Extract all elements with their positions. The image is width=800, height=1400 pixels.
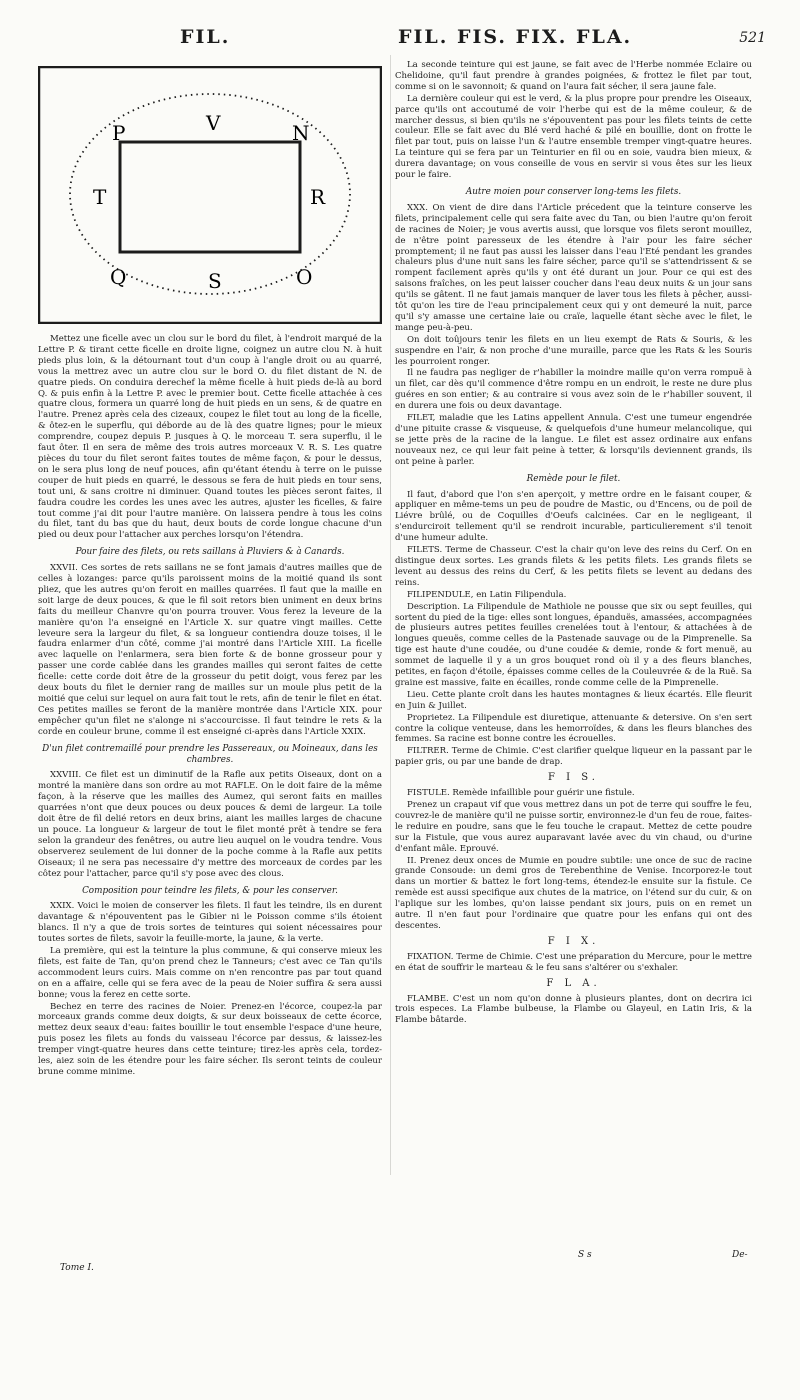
right-section-heading: F L A. (546, 977, 601, 989)
right-paragraph: Prenez un crapaut vif que vous mettrez dans un pot de terre qui souffre le feu, couvrez-le de manière qu'il ne puisse sortir, environnez-le d'un feu de roue, faites-le reduire en poudre, sans que le feu touche le crapaut. Mettez de cette poudre sur la Fistule, que vous aurez auparavant lavée avec du vin chaud, ou d'urine d'enfant mâle. Eprouvé. (395, 800, 752, 854)
letter-o: O (296, 265, 313, 289)
catchword: De- (732, 1250, 748, 1260)
column-divider (390, 55, 391, 1175)
cut-rectangle (120, 142, 300, 252)
right-section-heading: F I S. (548, 772, 599, 784)
right-paragraph: La dernière couleur qui est le verd, & la plus propre pour prendre les Oiseaux, parce qu'ils ont accoutumé de voir l'herbe qui est de la même couleur, & de marcher dessus, si bien qu'ils ne s'épouventent pas pour les filets teints de cette couleur. Elle se fait avec du Blé verd haché & pilé en bouillie, dont on frotte le filet par tout, puis on laisse l'un & l'autre ensemble tremper vingt-quatre heures. La teinture qui se fera par un Teinturier en fil ou en soie, vaudra bien mieux, & durera davantage; on vous conseille de vous en servir si vous êtes sur les lieux pour le faire. (395, 93, 752, 181)
right-paragraph: Description. La Filipendule de Mathiole ne pousse que six ou sept feuilles, qui sortent du pied de la tige: elles sont longues, épanduës, amassées, accompagnées de plusieurs autres petites feuilles crenelées tout à l'entour, & attachées à de longues queuës, comme celles de la Pastenade sauvage ou de la Pimprenelle. Sa tige est haute d'une coudée, ou d'une coudée & demie, ronde & fort menuë, au sommet de laquelle il y a un gros bouquet rond où il y a des fleurs blanches, petites, en façon d'étoile, épaisses comme celles de la Couleuvrée & de la Ruë. Sa graine est massive, faite en écailles, ronde comme celle de la Pimprenelle. (395, 601, 752, 688)
page-number: 521 (739, 30, 766, 46)
net-diagram-figure (38, 66, 382, 324)
letter-s: S (208, 269, 222, 293)
right-subheading: Remède pour le filet. (526, 473, 621, 484)
right-paragraph: FILETS. Terme de Chasseur. C'est la chair qu'on leve des reins du Cerf. On en distingue deux sortes. Les grands filets & les petits filets. Les grands filets se levent au dessus des reins du Cerf, & les petits filets se levent au dedans des reins. (395, 545, 752, 588)
right-paragraph: FISTULE. Remède infaillible pour guérir une fistule. (407, 788, 635, 799)
right-paragraph: La seconde teinture qui est jaune, se fait avec de l'Herbe nommée Eclaire ou Chelidoine, qu'il faut prendre à grandes poignées, & frottez le filet par tout, comme si on le savonnoit; & quand on l'aura fait sécher, il sera jaune fale. (395, 60, 752, 92)
right-paragraph: FILIPENDULE, en Latin Filipendula. (407, 589, 567, 600)
right-paragraph: Il ne faudra pas negliger de r'habiller la moindre maille qu'on verra rompuë à un filet, car dès qu'il commence d'être rompu en un endroit, le reste ne dure plus guéres en son entier; & au contraire si vous avez soin de le r'habiller souvent, il en durera une fois ou deux davantage. (395, 368, 752, 412)
right-column-text (395, 60, 752, 1027)
letter-n: N (292, 121, 310, 145)
right-section-heading: F I X. (547, 935, 600, 947)
right-paragraph: On doit toûjours tenir les filets en un lieu exempt de Rats & Souris, & les suspendre en l'air, & non proche d'une muraille, parce que les Rats & les Souris les pourroient ronger. (395, 334, 752, 367)
running-header-right: FIL. FIS. FIX. FLA. (398, 26, 633, 48)
right-paragraph: FILTRER. Terme de Chimie. C'est clarifier quelque liqueur en la passant par le papier gris, ou par une bande de drap. (395, 746, 752, 768)
right-paragraph: Proprietez. La Filipendule est diuretique, attenuante & detersive. On s'en sert contre la colique venteuse, dans les hemorroïdes, & dans les fleurs blanches des femmes. Sa racine est bonne contre les écrouelles. (395, 712, 752, 745)
volume-label: Tome I. (60, 1263, 94, 1273)
left-paragraph: XXIX. Voici le moien de conserver les filets. Il faut les teindre, ils en durent davantage & n'épouventent pas le Gibier ni le Poisson comme s'ils étoient blancs. Il n'y a que de trois sortes de teintures qui soient nécessaires pour toutes sortes de filets, savoir la feuille-morte, la jaune, & la verte. (38, 901, 382, 945)
letter-q: Q (110, 265, 127, 289)
left-paragraph: Bechez en terre des racines de Noier. Prenez-en l'écorce, coupez-la par morceaux grands comme deux doigts, & sur deux boisseaux de cette écorce, mettez deux seaux d'eau: faites bouillir le tout ensemble l'espace d'une heure, puis posez les filets au fonds du vaisseau l'écorce par dessus, & laissez-les tremper vingt-quatre heures dans cette teinture; tirez-les après cela, tordez-les, aiez soin de les étendre pour les faire sécher. Ils seront teints de couleur brune comme minime. (38, 1001, 382, 1077)
right-paragraph: Il faut, d'abord que l'on s'en aperçoit, y mettre ordre en le faisant couper, & appliquer en même-tems un peu de poudre de Mastic, ou d'Encens, ou de poil de Liévre brûlé, ou de Coquilles d'Oeufs calcinées. Car en le negligeant, il s'endurciroit tellement qu'il se rendroit incurable, particulierement s'il tenoit d'une humeur adulte. (395, 489, 752, 544)
right-paragraph: FLAMBE. C'est un nom qu'on donne à plusieurs plantes, dont on decrira ici trois especes. La Flambe bulbeuse, la Flambe ou Glayeul, en Latin Iris, & la Flambe bâtarde. (395, 993, 752, 1026)
running-header-left: FIL. (180, 26, 231, 48)
left-subheading: D'un filet contremaillé pour prendre les Passereaux, ou Moineaux, dans les chambres. (42, 743, 378, 765)
letter-v: V (206, 111, 221, 135)
letter-p: P (112, 121, 126, 145)
right-subheading: Autre moien pour conserver long-tems les filets. (465, 186, 682, 197)
right-paragraph: Lieu. Cette plante croît dans les hautes montagnes & lieux écartés. Elle fleurit en Juin & Juillet. (395, 689, 752, 711)
signature-mark: S s (578, 1250, 592, 1260)
left-paragraph: Mettez une ficelle avec un clou sur le bord du filet, à l'endroit marqué de la Lettre P. & tirant cette ficelle en droite ligne, coignez un autre clou N. à huit pieds plus loin, & la détournant tout d'un coup à l'angle droit ou au quarré, vous la mettrez avec un autre clou sur le bord O. du filet distant de N. de quatre pieds. On conduira derechef la même ficelle à huit pieds de-là au bord Q. & puis enfin à la Lettre P. avec le premier bout. Cette ficelle attachée à ces quatre clous, formera un quarré long de huit pieds en un sens, & de quatre en l'autre. Prenez après cela des cizeaux, coupez le filet tout au long de la ficelle, & ôtez-en le superflu, qui déborde au de là des quatre lignes; pour le mieux comprendre, coupez depuis P. jusques à Q. le morceau T. sera superflu, il le faut ôter. Il en sera de même des trois autres morceaux V. R. S. Les quatre pièces du tour du filet seront faites toutes de même façon, & pour le dessus, on le sera plus long de neuf pouces, afin qu'étant étendu à terre on le puisse couper de huit pieds en quarré, le dessous se fera de huit pieds en tour sens, tout uni, & sans croitre ni diminuer. Quand toutes les pièces seront faites, il faudra coudre les cordes les unes avec les autres, ajuster les ficelles, & faire tout comme j'ai dit pour l'autre manière. On laissera pendre à tous les coins du filet, tant du bas que du haut, deux bouts de corde longue chacune d'un pied ou deux pour l'attacher aux perches lorsqu'on l'étendra. (38, 334, 382, 541)
left-column-text (38, 334, 382, 1079)
letter-t: T (93, 185, 107, 209)
right-paragraph: XXX. On vient de dire dans l'Article précedent que la teinture conserve les filets, principalement celle qui sera faite avec du Tan, ou bien l'autre qu'on feroit de racines de Noier; je vous avertis aussi, que lorsque vos filets seront mouillez, de n'être point paresseux de les étendre à l'air pour les faire sécher promptement; il ne faut pas aussi les laisser dans l'eau l'Eté pendant les grandes chaleurs plus d'une nuit sans les faire sécher, parce qu'il se s'attendrissent & se rompent facilement après qu'ils y ont été durant un jour. Pour ce qui est des saisons fraîches, on les peut laisser coucher dans l'eau deux nuits & un jour sans qu'ils se gâtent. Il ne faut jamais manquer de laver tous les filets à pêcher, aussi-tôt qu'on les tire de l'eau principalement ceux qui y ont demeuré la nuit, parce qu'il s'y amasse une certaine laie ou craïe, laquelle étant sèche avec le filet, le mange peu-à-peu. (395, 202, 752, 333)
left-paragraph: XXVIII. Ce filet est un diminutif de la Rafle aux petits Oiseaux, dont on a montré la manière dans son ordre au mot RAFLE. On le doit faire de la même façon, à la réserve que les mailles des Aumez, qui seront faits en mailles quarrées n'ont que deux pouces ou deux pouces & demi de largeur. La toile doit être de fil delié retors en deux brins, aiant les mailles larges de chacune un pouce. La longueur & largeur de tout le filet monté prêt à tendre se fera selon la grandeur des fenêtres, ou autre lieu auquel on le voudra tendre. Vous observerez seulement de lui donner de la poche comme à la Rafle aux petits Oiseaux; il ne sera pas necessaire d'y mettre des morceaux de cordes par les côtez pour l'attacher, parce qu'il s'y pose avec des clous. (38, 770, 382, 879)
right-paragraph: FILET, maladie que les Latins appellent Annula. C'est une tumeur engendrée d'une pituite crasse & visqueuse, & quelquefois d'une humeur melancolique, qui se jette près de la racine de la langue. Le filet est assez ordinaire aux enfans nouveaux nez, ce qui leur fait peine à tetter, & lorsqu'ils deviennent grands, ils ont peine à parler. (395, 413, 752, 467)
letter-r: R (310, 185, 326, 209)
right-paragraph: FIXATION. Terme de Chimie. C'est une préparation du Mercure, pour le mettre en état de souffrir le marteau & le feu sans s'altérer ou s'exhaler. (395, 951, 752, 973)
left-subheading: Pour faire des filets, ou rets saillans à Pluviers & à Canards. (75, 547, 345, 558)
right-paragraph: II. Prenez deux onces de Mumie en poudre subtile: une once de suc de racine grande Consoude: un demi gros de Terebenthine de Venise. Incorporez-le tout dans un mortier & battez le fort long-tems, étendez-le ensuite sur la fistule. Ce remède est aussi specifique aux chutes de la matrice, on l'étend sur du cuir, & on l'aplique sur les lombes, qu'on laisse pendant six jours, puis on en remet un autre. Il n'en faut pour l'ordinaire que quatre pour les enfans qui ont des descentes. (395, 855, 752, 931)
left-paragraph: XXVII. Ces sortes de rets saillans ne se font jamais d'autres mailles que de celles à lozanges: parce qu'ils paroissent moins de la moitié quand ils sont pliez, que les autres qu'on feroit en mailles quarrées. Il faut que la maille en soit large de deux pouces, & que le fil soit retors bien uniment en deux brins faits du meilleur Chanvre qu'on pourra trouver. Vous ferez la leveure de la manière qu'on l'a enseigné en l'Article X. sur quatre vingt mailles. Cette leveure sera la largeur du filet, & sa longueur contiendra douze toises, il le faudra enlarmer d'un côté, comme j'ai montré dans l'Article XIII. La ficelle avec laquelle on l'enlarmera, sera bien forte & de bonne grosseur pour y passer une corde cablée dans les grandes mailles qui seront faites de cette ficelle: cette corde doit être de la grosseur du petit doigt, vous ferez par les deux bouts du filet le dernier rang de mailles sur un moule plus petit de la moitié que celui sur lequel on aura fait tout le rets, afin de tenir le filet en état. Ces petites mailles se feront de la manière montrée dans l'Article XIX. pour empêcher qu'un filet ne s'alonge ni s'accourcisse. Il faut teindre le rets & la corde en couleur brune, comme il est enseigné ci-après dans l'Article XXIX. (38, 563, 382, 737)
left-paragraph: La première, qui est la teinture la plus commune, & qui conserve mieux les filets, est faite de Tan, qu'on prend chez le Tanneurs; c'est avec ce Tan qu'ils accommodent leurs cuirs. Mais comme on n'en rencontre pas par tout quand on en a affaire, celle qui se fera avec de la peau de Noier suffira & sera aussi bonne; vous la ferez en cette sorte. (38, 946, 382, 1000)
left-subheading: Composition pour teindre les filets, & pour les conserver. (82, 885, 338, 896)
